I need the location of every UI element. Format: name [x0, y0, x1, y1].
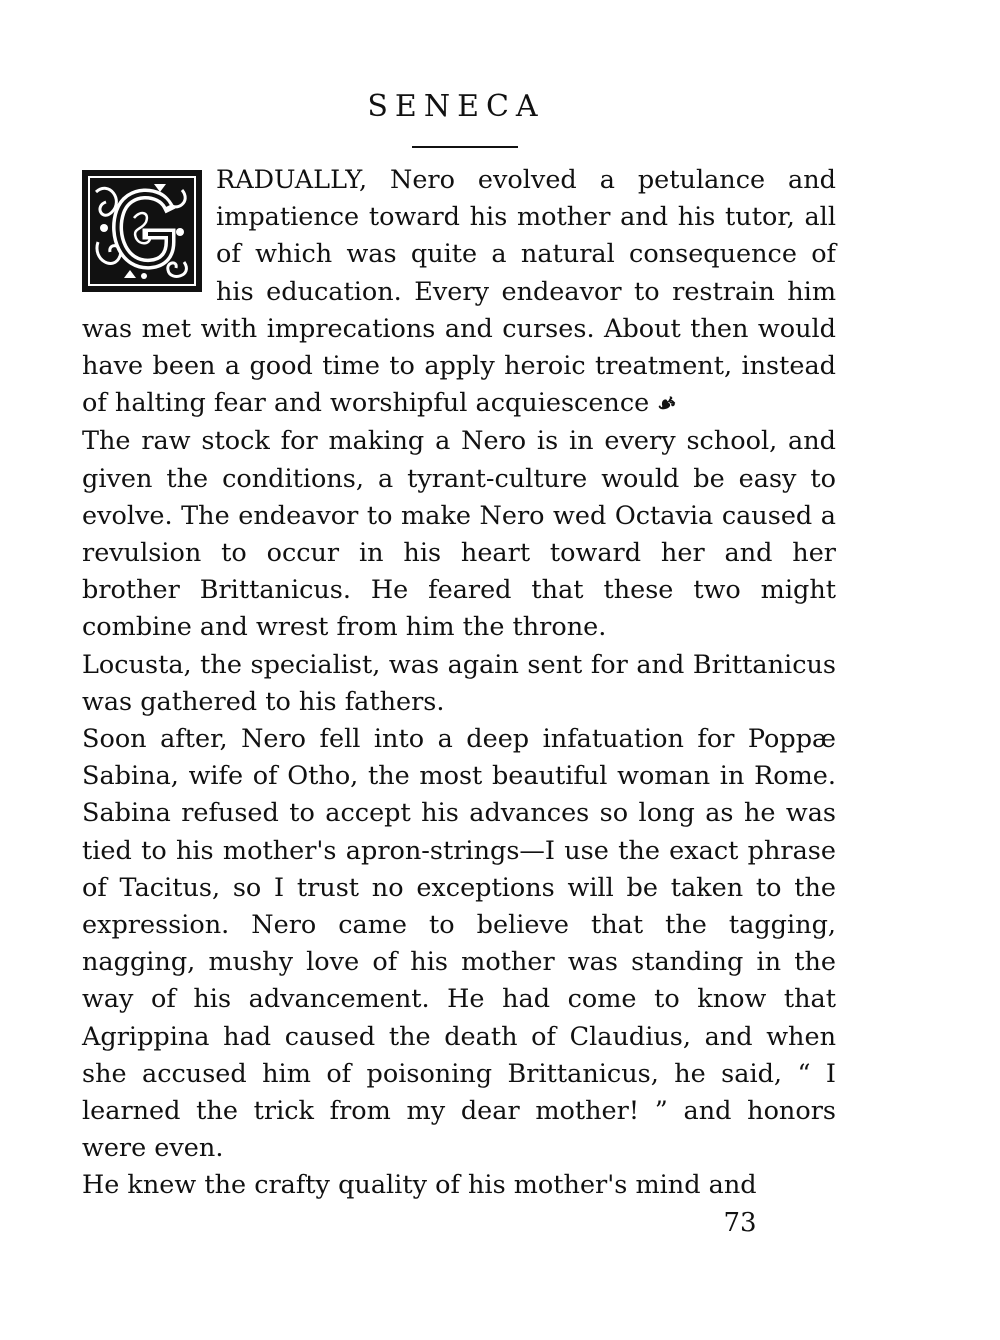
drop-cap-artwork — [84, 172, 200, 290]
paragraph-2: The raw stock for making a Nero is in every school, and given the conditions, a tyrant-culture would be easy to evolve. The endeavor to make Nero wed Octavia caused a revulsion to occur in his heart toward her and her brother Brittanicus. He feared that these two might combine and wrest from him the throne. — [82, 426, 836, 643]
page-number: 73 — [723, 1208, 757, 1238]
paragraph-4: Soon after, Nero fell into a deep infatuation for Poppæ Sabina, wife of Otho, the most beautiful woman in Rome. Sabina refused to accept his advances so long as he was tied to his mother's apron-strings—I use the exact phrase of Tacitus, so I trust no exceptions will be taken to the expression. Nero came to believe that the tagging, nagging, mushy love of his mother was standing in the way of his advancement. He had come to know that Agrippina had caused the death of Claudius, and when she accused him of poisoning Brittanicus, he said, “ I learned the trick from my dear mother! ” and honors were even. — [82, 724, 836, 1164]
paragraph-1-text: RADUALLY, Nero evolved a petulance and impatience toward his mother and his tutor, all of which was quite a natural consequence of his education. Every endeavor to restrain him was met with imprecations and curses. About then would have been a good time to apply heroic treatment, instead of halting fear and worshipful acquiescence — [82, 165, 836, 419]
paragraph-1 — [82, 162, 836, 423]
running-head: SENECA — [367, 89, 545, 124]
body-text — [82, 162, 836, 1205]
paragraph-5: He knew the crafty quality of his mother's mind and — [82, 1170, 757, 1201]
paragraph-3: Locusta, the specialist, was again sent for and Brittanicus was gathered to his fathers. — [82, 649, 836, 717]
head-rule — [412, 146, 518, 148]
fleuron-icon: ☙ — [653, 388, 681, 420]
ornamental-initial-g-icon — [82, 170, 202, 292]
